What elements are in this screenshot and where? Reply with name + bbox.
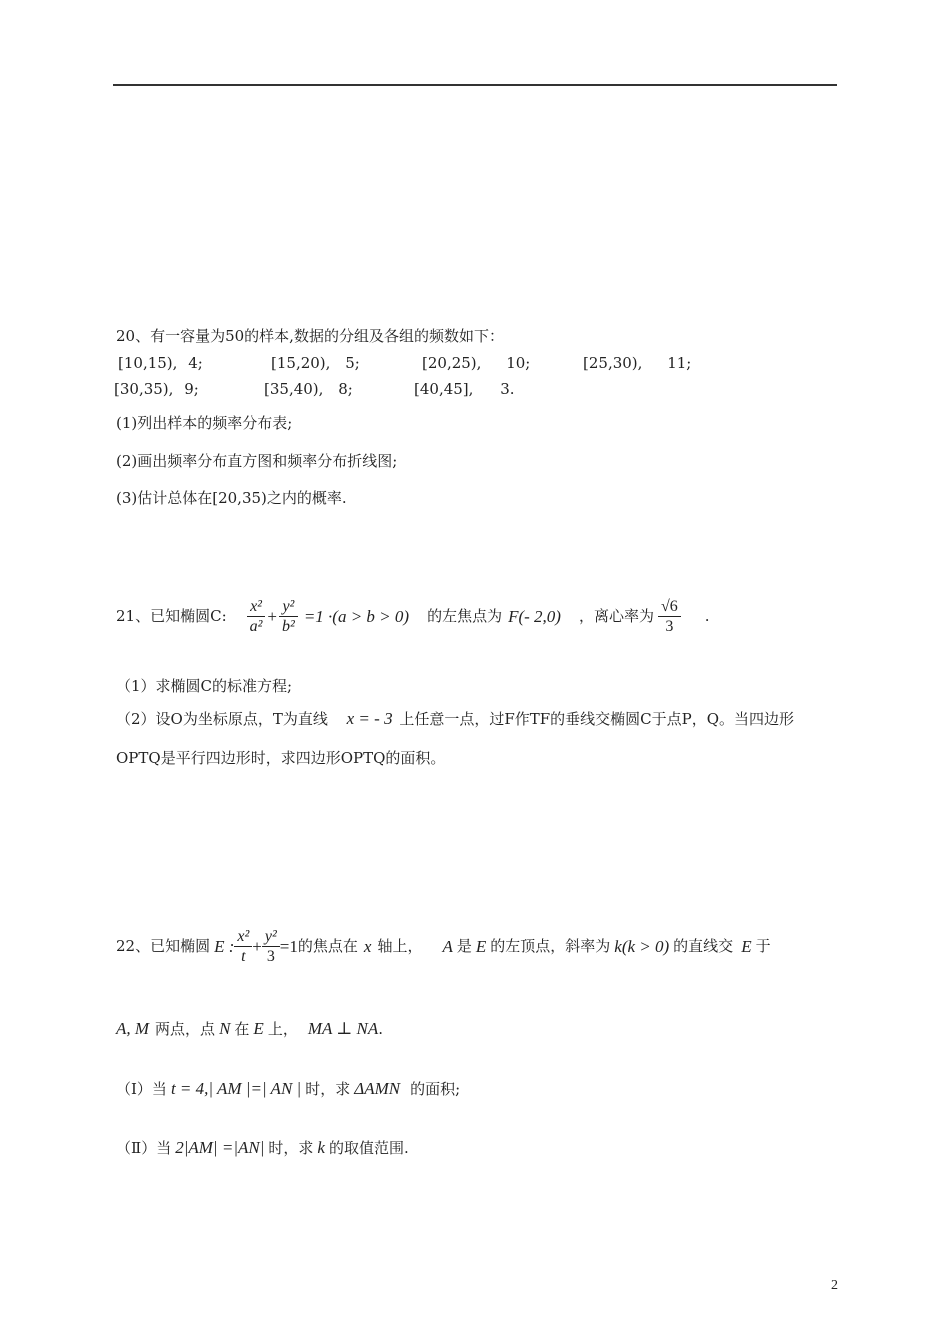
- x-over-a-fraction: $\frac{\text{x²}}{\text{a²}}$: [247, 598, 266, 636]
- frequency: 4;: [188, 354, 203, 372]
- y-over-3-fraction: $\frac{\text{y²}}{3}$: [262, 928, 280, 966]
- q20-group-3: [422, 354, 530, 372]
- q22-part-1: （Ⅰ）当 t = 4,| AM |=| AN | 时，求 ΔAMN 的面积;: [116, 1079, 461, 1098]
- q21-line-equation: x = - 3: [346, 709, 393, 728]
- q20-group-4: [583, 354, 691, 372]
- q21-part-1: （1）求椭圆C的标准方程;: [116, 677, 293, 695]
- interval: [15,20),: [271, 354, 331, 372]
- q20-title: 20、有一容量为50的样本,数据的分组及各组的频数如下：: [116, 327, 504, 345]
- q20-part-1: (1)列出样本的频率分布表;: [116, 414, 293, 432]
- q21-lead: 21、已知椭圆C:: [116, 607, 227, 626]
- interval: [25,30),: [583, 354, 643, 372]
- q22-statement: 22、已知椭圆 E : $\frac{\text{x²}}{t}$ + $\frac{\text{y²}}{3}$ =1 的焦点在 x 轴上， A 是 E 的左顶点，斜率为 k(k > 0) 的直线交 E 于: [116, 928, 771, 965]
- interval: [35,40),: [264, 380, 324, 398]
- q20-group-7: [414, 380, 515, 398]
- frequency: 5;: [345, 354, 360, 372]
- interval: [20,25),: [422, 354, 482, 372]
- y-over-b-fraction: $\frac{\text{y²}}{\text{b²}}$: [279, 598, 298, 636]
- interval: [40,45],: [414, 380, 474, 398]
- q20-group-1: [118, 354, 203, 372]
- frequency: 11;: [667, 354, 692, 372]
- frequency: 10;: [506, 354, 531, 372]
- q20-group-2: [271, 354, 360, 372]
- q21-part-2-cont: OPTQ是平行四边形时，求四边形OPTQ的面积。: [116, 749, 446, 767]
- q21-focus: F(- 2,0): [508, 607, 561, 627]
- x-over-t-fraction: $\frac{\text{x²}}{t}$: [234, 928, 252, 966]
- q20-group-6: [264, 380, 353, 398]
- interval: [10,15),: [118, 354, 178, 372]
- q20-group-5: [114, 380, 199, 398]
- q20-part-3: (3)估计总体在[20,35)之内的概率.: [116, 489, 347, 507]
- header-rule: [113, 84, 837, 86]
- frequency: 9;: [184, 380, 199, 398]
- q21-statement: 21、已知椭圆C: $\frac{\text{x²}}{\text{a²}}$ + $\frac{\text{y²}}{\text{b²}}$ =1 ·(a > b > 0) 的左焦点为 F(- 2,0) ，离心率为 $\frac{√6}{3}$ .: [116, 598, 710, 635]
- q21-eccentricity: $\frac{√6}{3}$: [658, 598, 681, 636]
- q22-part-2: （Ⅱ）当 2|AM| =|AN| 时，求 k 的取值范围.: [116, 1138, 409, 1157]
- q21-part-2: （2）设O为坐标原点，T为直线 x = - 3 上任意一点，过F作TF的垂线交椭圆C于点P，Q。当四边形: [116, 709, 795, 728]
- page-number: 2: [831, 1278, 838, 1293]
- q20-part-2: (2)画出频率分布直方图和频率分布折线图;: [116, 452, 398, 470]
- q22-statement-cont: A, M 两点，点 N 在 E 上， MA ⊥ NA .: [116, 1019, 384, 1038]
- interval: [30,35),: [114, 380, 174, 398]
- frequency: 3.: [500, 380, 515, 398]
- frequency: 8;: [338, 380, 353, 398]
- q21-ellipse-equation: $\frac{\text{x²}}{\text{a²}}$ + $\frac{\text{y²}}{\text{b²}}$ =1 ·(a > b > 0): [247, 598, 409, 636]
